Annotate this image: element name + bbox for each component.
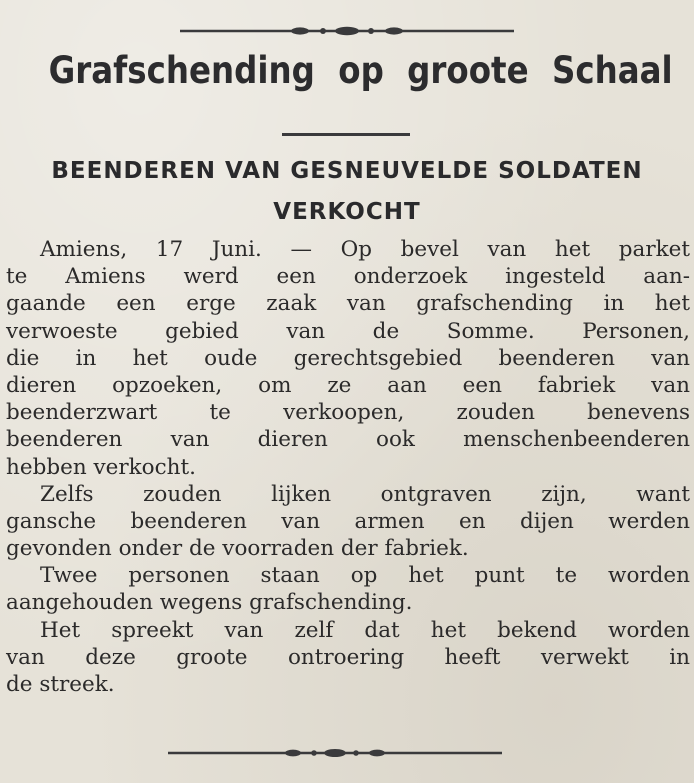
headline: Grafschending op groote Schaal (48, 48, 673, 92)
article-body (6, 236, 690, 698)
subheadline-line-2: VERKOCHT (273, 199, 421, 225)
top-ornamental-rule (180, 26, 514, 36)
article-line: beenderen van dieren ook menschenbeenderen (6, 427, 690, 453)
article-line: te Amiens werd een onderzoek ingesteld aan- (6, 264, 690, 290)
article-line: van deze groote ontroering heeft verwekt in (6, 644, 690, 670)
article-line: gevonden onder de voorraden der fabriek. (6, 536, 469, 562)
article-line: Het spreekt van zelf dat het bekend worden (40, 617, 690, 643)
article-line: Zelfs zouden lijken ontgraven zijn, want (40, 481, 690, 507)
article-line: verwoeste gebied van de Somme. Personen, (6, 318, 690, 344)
article-line: gansche beenderen van armen en dijen werden (6, 508, 690, 534)
article-line: de streek. (6, 672, 115, 697)
article-line: aangehouden wegens grafschending. (6, 590, 413, 616)
article-line: beenderzwart te verkoopen, zouden benevens (6, 400, 690, 426)
article-line: Twee personen staan op het punt te worden (40, 563, 690, 589)
article-line: gaande een erge zaak van grafschending in het (6, 291, 690, 317)
article-line: die in het oude gerechtsgebied beenderen van (6, 345, 690, 371)
article-line: hebben verkocht. (6, 454, 196, 480)
bottom-ornamental-rule (168, 748, 502, 758)
article-line: Amiens, 17 Juni. — Op bevel van het parket (40, 237, 690, 262)
article-line: dieren opzoeken, om ze aan een fabriek van (6, 372, 690, 398)
headline-divider (282, 133, 410, 136)
subheadline-line-1: BEENDEREN VAN GESNEUVELDE SOLDATEN (51, 158, 643, 184)
